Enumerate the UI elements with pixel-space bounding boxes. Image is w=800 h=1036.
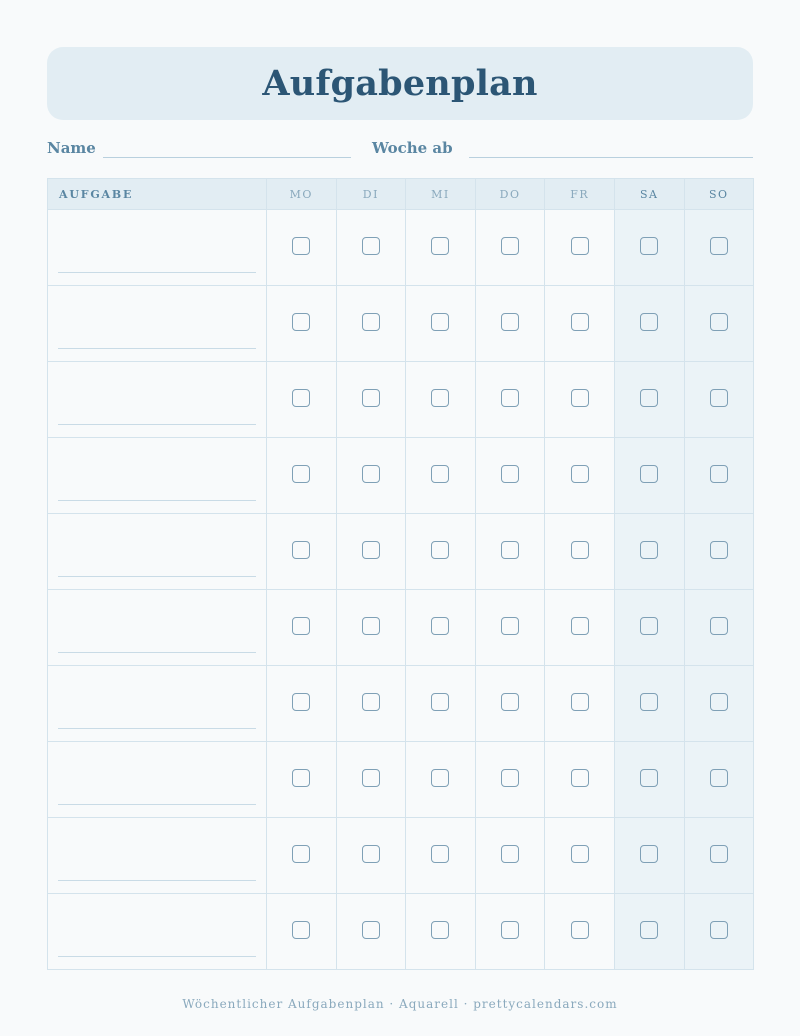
day-cell-mo bbox=[267, 818, 337, 894]
day-cell-do bbox=[475, 514, 545, 590]
day-cell-fr bbox=[545, 666, 615, 742]
day-cell-sa bbox=[614, 286, 684, 362]
checkbox-fr[interactable] bbox=[571, 921, 589, 939]
checkbox-so[interactable] bbox=[710, 921, 728, 939]
task-row bbox=[48, 514, 754, 590]
day-cell-mo bbox=[267, 438, 337, 514]
day-cell-so bbox=[684, 286, 753, 362]
checkbox-di[interactable] bbox=[362, 541, 380, 559]
day-cell-mo bbox=[267, 514, 337, 590]
day-cell-fr bbox=[545, 590, 615, 666]
checkbox-sa[interactable] bbox=[640, 389, 658, 407]
checkbox-mo[interactable] bbox=[292, 617, 310, 635]
footer-text: Wöchentlicher Aufgabenplan · Aquarell · prettycalendars.com bbox=[182, 997, 618, 1011]
checkbox-do[interactable] bbox=[501, 389, 519, 407]
day-cell-di bbox=[336, 590, 406, 666]
checkbox-do[interactable] bbox=[501, 465, 519, 483]
day-cell-di bbox=[336, 742, 406, 818]
day-cell-sa bbox=[614, 362, 684, 438]
day-header-so: SO bbox=[684, 179, 753, 210]
day-cell-do bbox=[475, 286, 545, 362]
checkbox-di[interactable] bbox=[362, 237, 380, 255]
task-input-cell[interactable] bbox=[48, 666, 267, 742]
day-cell-sa bbox=[614, 742, 684, 818]
checkbox-mi[interactable] bbox=[431, 465, 449, 483]
checkbox-mi[interactable] bbox=[431, 845, 449, 863]
task-write-line bbox=[58, 576, 256, 577]
day-cell-so bbox=[684, 514, 753, 590]
day-cell-so bbox=[684, 590, 753, 666]
checkbox-sa[interactable] bbox=[640, 237, 658, 255]
checkbox-sa[interactable] bbox=[640, 313, 658, 331]
day-cell-mo bbox=[267, 362, 337, 438]
day-header-sa: SA bbox=[614, 179, 684, 210]
checkbox-mi[interactable] bbox=[431, 921, 449, 939]
checkbox-mi[interactable] bbox=[431, 769, 449, 787]
checkbox-sa[interactable] bbox=[640, 921, 658, 939]
task-input-cell[interactable] bbox=[48, 362, 267, 438]
day-cell-fr bbox=[545, 894, 615, 970]
checkbox-so[interactable] bbox=[710, 845, 728, 863]
checkbox-so[interactable] bbox=[710, 693, 728, 711]
task-write-line bbox=[58, 652, 256, 653]
task-row bbox=[48, 666, 754, 742]
day-cell-so bbox=[684, 894, 753, 970]
task-row bbox=[48, 742, 754, 818]
task-row bbox=[48, 362, 754, 438]
task-write-line bbox=[58, 728, 256, 729]
checkbox-sa[interactable] bbox=[640, 465, 658, 483]
day-cell-mi bbox=[406, 438, 476, 514]
checkbox-sa[interactable] bbox=[640, 769, 658, 787]
checkbox-mo[interactable] bbox=[292, 465, 310, 483]
day-cell-di bbox=[336, 818, 406, 894]
day-cell-do bbox=[475, 362, 545, 438]
name-field[interactable] bbox=[103, 157, 351, 158]
day-cell-mi bbox=[406, 894, 476, 970]
page-title: Aufgabenplan bbox=[262, 63, 538, 104]
day-cell-di bbox=[336, 210, 406, 286]
day-cell-sa bbox=[614, 894, 684, 970]
day-cell-fr bbox=[545, 514, 615, 590]
checkbox-do[interactable] bbox=[501, 921, 519, 939]
task-grid bbox=[47, 178, 754, 970]
checkbox-do[interactable] bbox=[501, 769, 519, 787]
day-cell-di bbox=[336, 666, 406, 742]
day-cell-sa bbox=[614, 438, 684, 514]
checkbox-di[interactable] bbox=[362, 921, 380, 939]
checkbox-sa[interactable] bbox=[640, 541, 658, 559]
checkbox-do[interactable] bbox=[501, 541, 519, 559]
checkbox-mo[interactable] bbox=[292, 769, 310, 787]
task-write-line bbox=[58, 956, 256, 957]
day-cell-sa bbox=[614, 210, 684, 286]
day-cell-do bbox=[475, 590, 545, 666]
day-cell-di bbox=[336, 514, 406, 590]
week-label: Woche ab bbox=[372, 139, 453, 157]
checkbox-so[interactable] bbox=[710, 389, 728, 407]
day-cell-so bbox=[684, 666, 753, 742]
checkbox-mi[interactable] bbox=[431, 313, 449, 331]
checkbox-so[interactable] bbox=[710, 465, 728, 483]
task-input-cell[interactable] bbox=[48, 894, 267, 970]
day-header-mi: MI bbox=[406, 179, 476, 210]
task-write-line bbox=[58, 424, 256, 425]
week-field[interactable] bbox=[469, 157, 753, 158]
day-cell-mi bbox=[406, 666, 476, 742]
day-cell-sa bbox=[614, 666, 684, 742]
task-row bbox=[48, 286, 754, 362]
checkbox-mi[interactable] bbox=[431, 541, 449, 559]
day-cell-mo bbox=[267, 666, 337, 742]
day-cell-so bbox=[684, 818, 753, 894]
checkbox-fr[interactable] bbox=[571, 465, 589, 483]
day-cell-so bbox=[684, 742, 753, 818]
checkbox-so[interactable] bbox=[710, 313, 728, 331]
checkbox-mi[interactable] bbox=[431, 693, 449, 711]
checkbox-so[interactable] bbox=[710, 541, 728, 559]
day-cell-di bbox=[336, 438, 406, 514]
day-cell-fr bbox=[545, 742, 615, 818]
checkbox-mo[interactable] bbox=[292, 693, 310, 711]
checkbox-fr[interactable] bbox=[571, 845, 589, 863]
day-cell-fr bbox=[545, 438, 615, 514]
checkbox-sa[interactable] bbox=[640, 617, 658, 635]
checkbox-di[interactable] bbox=[362, 465, 380, 483]
day-cell-mi bbox=[406, 210, 476, 286]
task-input-cell[interactable] bbox=[48, 210, 267, 286]
day-header-mo: MO bbox=[267, 179, 337, 210]
task-write-line bbox=[58, 348, 256, 349]
day-cell-mi bbox=[406, 286, 476, 362]
title-banner bbox=[47, 47, 753, 120]
task-row bbox=[48, 590, 754, 666]
day-cell-do bbox=[475, 210, 545, 286]
checkbox-fr[interactable] bbox=[571, 617, 589, 635]
checkbox-so[interactable] bbox=[710, 617, 728, 635]
day-cell-mo bbox=[267, 210, 337, 286]
day-cell-mi bbox=[406, 514, 476, 590]
checkbox-di[interactable] bbox=[362, 693, 380, 711]
checkbox-mo[interactable] bbox=[292, 237, 310, 255]
checkbox-do[interactable] bbox=[501, 845, 519, 863]
checkbox-di[interactable] bbox=[362, 389, 380, 407]
day-cell-so bbox=[684, 438, 753, 514]
checkbox-fr[interactable] bbox=[571, 389, 589, 407]
task-row bbox=[48, 210, 754, 286]
task-input-cell[interactable] bbox=[48, 742, 267, 818]
checkbox-di[interactable] bbox=[362, 313, 380, 331]
day-cell-sa bbox=[614, 514, 684, 590]
checkbox-do[interactable] bbox=[501, 617, 519, 635]
day-cell-do bbox=[475, 438, 545, 514]
checkbox-fr[interactable] bbox=[571, 237, 589, 255]
task-write-line bbox=[58, 272, 256, 273]
checkbox-fr[interactable] bbox=[571, 693, 589, 711]
day-cell-mi bbox=[406, 818, 476, 894]
day-cell-fr bbox=[545, 210, 615, 286]
day-header-di: DI bbox=[336, 179, 406, 210]
day-cell-sa bbox=[614, 818, 684, 894]
checkbox-do[interactable] bbox=[501, 313, 519, 331]
day-cell-mi bbox=[406, 362, 476, 438]
day-cell-mo bbox=[267, 286, 337, 362]
task-row bbox=[48, 894, 754, 970]
day-cell-sa bbox=[614, 590, 684, 666]
day-cell-do bbox=[475, 894, 545, 970]
day-cell-fr bbox=[545, 362, 615, 438]
day-cell-mo bbox=[267, 590, 337, 666]
day-cell-fr bbox=[545, 818, 615, 894]
day-cell-di bbox=[336, 894, 406, 970]
checkbox-mo[interactable] bbox=[292, 389, 310, 407]
checkbox-do[interactable] bbox=[501, 693, 519, 711]
task-input-cell[interactable] bbox=[48, 590, 267, 666]
task-write-line bbox=[58, 500, 256, 501]
checkbox-fr[interactable] bbox=[571, 541, 589, 559]
day-cell-so bbox=[684, 210, 753, 286]
checkbox-mi[interactable] bbox=[431, 237, 449, 255]
task-row bbox=[48, 438, 754, 514]
checkbox-mi[interactable] bbox=[431, 389, 449, 407]
day-cell-mi bbox=[406, 742, 476, 818]
task-row bbox=[48, 818, 754, 894]
checkbox-fr[interactable] bbox=[571, 769, 589, 787]
checkbox-mo[interactable] bbox=[292, 541, 310, 559]
task-input-cell[interactable] bbox=[48, 438, 267, 514]
day-cell-di bbox=[336, 362, 406, 438]
checkbox-di[interactable] bbox=[362, 845, 380, 863]
task-column-header: AUFGABE bbox=[48, 179, 267, 210]
task-input-cell[interactable] bbox=[48, 514, 267, 590]
day-cell-mo bbox=[267, 742, 337, 818]
header-row bbox=[48, 179, 754, 210]
task-input-cell[interactable] bbox=[48, 818, 267, 894]
task-write-line bbox=[58, 804, 256, 805]
checkbox-do[interactable] bbox=[501, 237, 519, 255]
day-cell-do bbox=[475, 666, 545, 742]
task-write-line bbox=[58, 880, 256, 881]
checkbox-mo[interactable] bbox=[292, 845, 310, 863]
day-cell-fr bbox=[545, 286, 615, 362]
day-cell-mi bbox=[406, 590, 476, 666]
checkbox-sa[interactable] bbox=[640, 693, 658, 711]
checkbox-mo[interactable] bbox=[292, 313, 310, 331]
name-label: Name bbox=[47, 139, 96, 157]
checkbox-fr[interactable] bbox=[571, 313, 589, 331]
day-header-do: DO bbox=[475, 179, 545, 210]
day-cell-so bbox=[684, 362, 753, 438]
checkbox-mi[interactable] bbox=[431, 617, 449, 635]
checkbox-sa[interactable] bbox=[640, 845, 658, 863]
day-cell-mo bbox=[267, 894, 337, 970]
day-header-fr: FR bbox=[545, 179, 615, 210]
day-cell-do bbox=[475, 818, 545, 894]
task-input-cell[interactable] bbox=[48, 286, 267, 362]
day-cell-do bbox=[475, 742, 545, 818]
day-cell-di bbox=[336, 286, 406, 362]
checkbox-mo[interactable] bbox=[292, 921, 310, 939]
checkbox-di[interactable] bbox=[362, 769, 380, 787]
checkbox-di[interactable] bbox=[362, 617, 380, 635]
checkbox-so[interactable] bbox=[710, 237, 728, 255]
checkbox-so[interactable] bbox=[710, 769, 728, 787]
